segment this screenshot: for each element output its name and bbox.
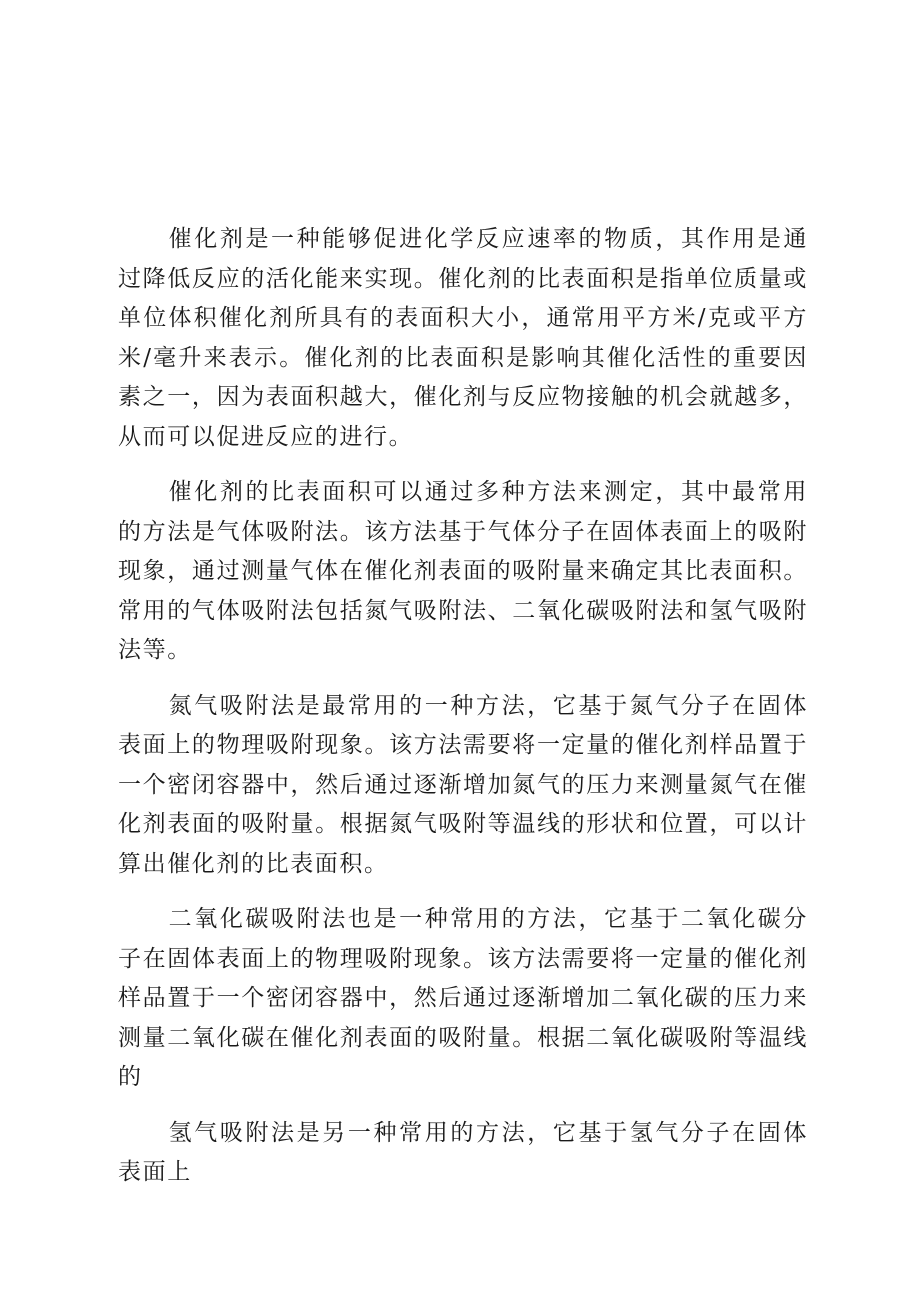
paragraph-measurement-methods: 催化剂的比表面积可以通过多种方法来测定，其中最常用的方法是气体吸附法。该方法基于气体分子在固体表面上的吸附现象，通过测量气体在催化剂表面的吸附量来确定其比表面积。常用的气体吸附法包括氮气吸附法、二氧化碳吸附法和氢气吸附法等。	[118, 479, 808, 663]
paragraph-catalyst-definition: 催化剂是一种能够促进化学反应速率的物质，其作用是通过降低反应的活化能来实现。催化剂的比表面积是指单位质量或单位体积催化剂所具有的表面积大小，通常用平方米/克或平方米/毫升来表示。催化剂的比表面积是影响其催化活性的重要因素之一，因为表面积越大，催化剂与反应物接触的机会就越多，从而可以促进反应的进行。	[118, 226, 808, 450]
paragraph-hydrogen-adsorption: 氢气吸附法是另一种常用的方法，它基于氢气分子在固体表面上	[118, 1119, 808, 1185]
paragraph-nitrogen-adsorption: 氮气吸附法是最常用的一种方法，它基于氮气分子在固体表面上的物理吸附现象。该方法需要将一定量的催化剂样品置于一个密闭容器中，然后通过逐渐增加氮气的压力来测量氮气在催化剂表面的吸附量。根据氮气吸附等温线的形状和位置，可以计算出催化剂的比表面积。	[118, 692, 808, 877]
document-body	[118, 220, 808, 1209]
paragraph-co2-adsorption: 二氧化碳吸附法也是一种常用的方法，它基于二氧化碳分子在固体表面上的物理吸附现象。该方法需要将一定量的催化剂样品置于一个密闭容器中，然后通过逐渐增加二氧化碳的压力来测量二氧化碳在催化剂表面的吸附量。根据二氧化碳吸附等温线的	[118, 906, 808, 1090]
